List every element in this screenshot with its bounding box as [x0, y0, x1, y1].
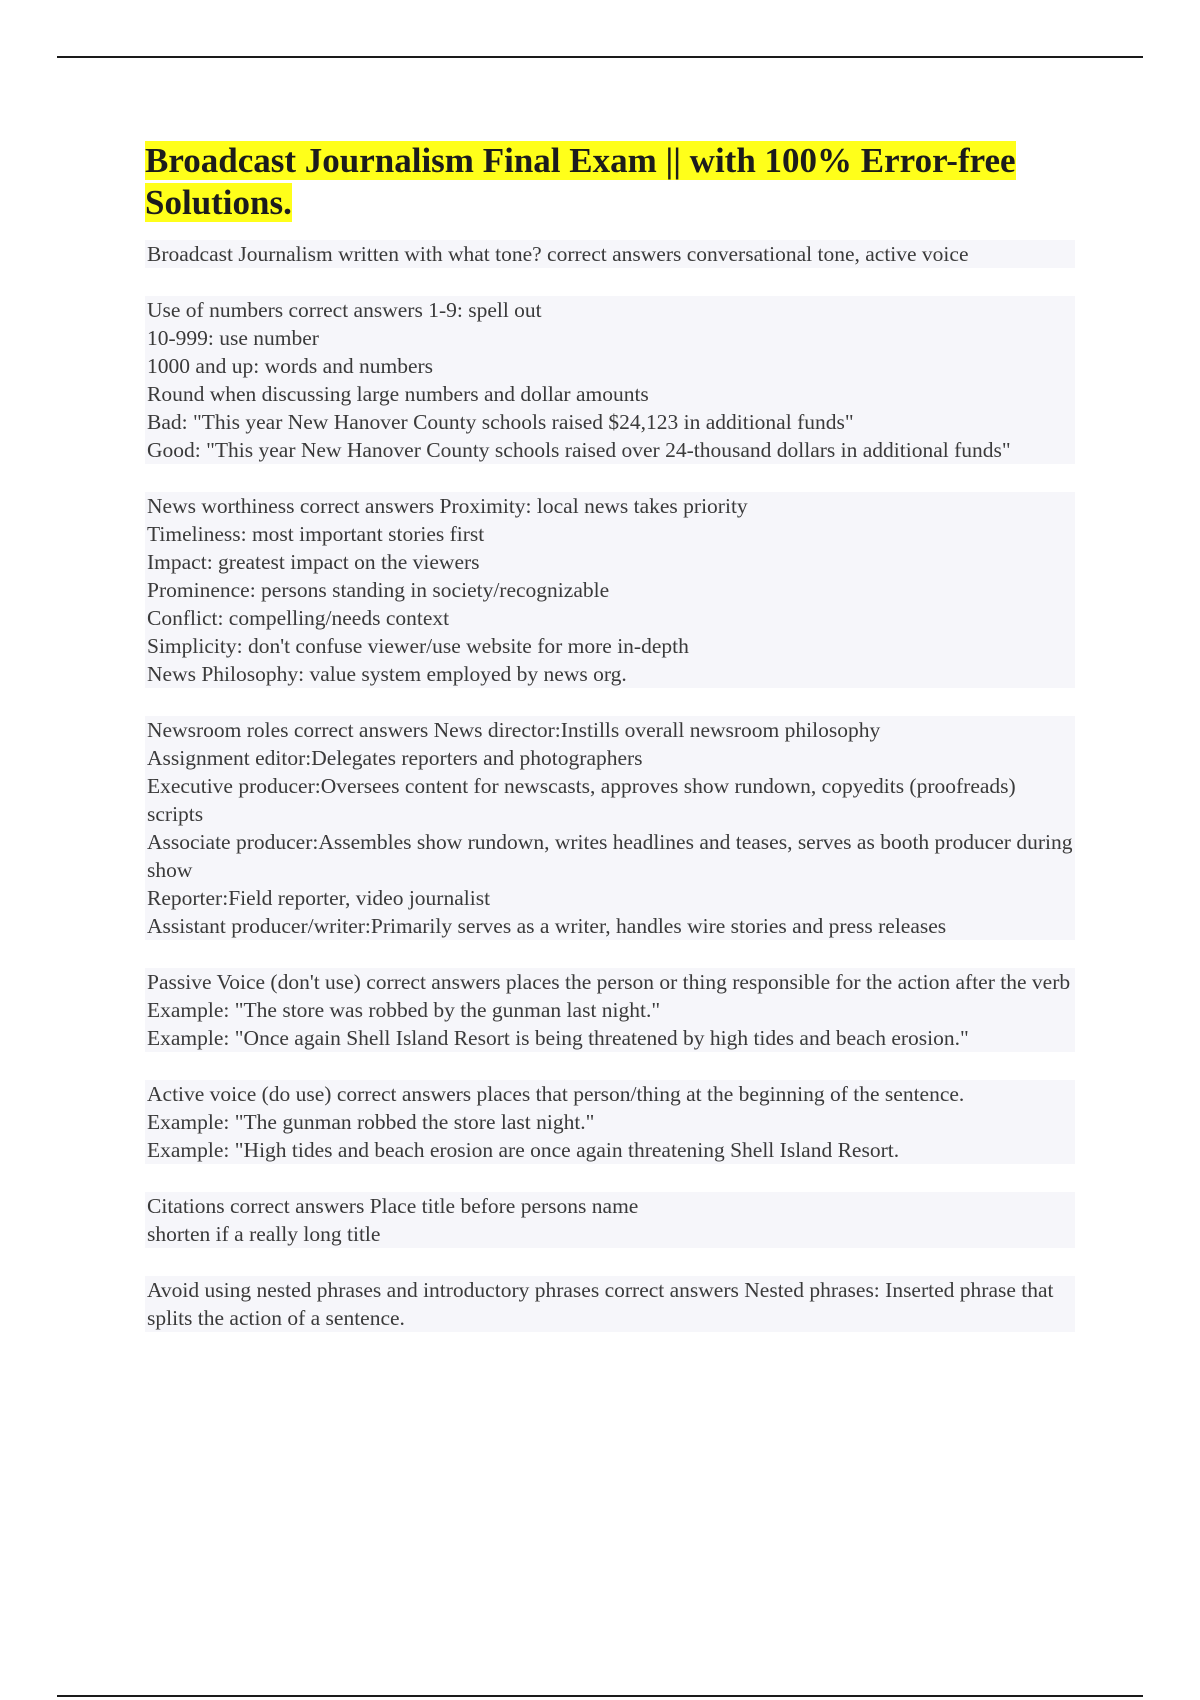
section-line: Example: "The store was robbed by the gunman last night." — [147, 998, 661, 1022]
top-rule — [57, 56, 1143, 58]
section-line: News worthiness correct answers Proximity: local news takes priority — [147, 494, 748, 518]
document-body — [145, 140, 1075, 1360]
section-line: Executive producer:Oversees content for newscasts, approves show rundown, copyedits (proofreads) scripts — [147, 774, 1016, 826]
section-line: Timeliness: most important stories first — [147, 522, 485, 546]
section-nested-phrases — [145, 1276, 1075, 1332]
section-line: Passive Voice (don't use) correct answers places the person or thing responsible for the action after the verb — [147, 970, 1071, 994]
section-line: Good: "This year New Hanover County schools raised over 24-thousand dollars in additional funds" — [147, 438, 1011, 462]
section-line: Bad: "This year New Hanover County schools raised $24,123 in additional funds" — [147, 410, 854, 434]
section-passive-voice — [145, 968, 1075, 1052]
section-numbers — [145, 296, 1075, 464]
section-line: Reporter:Field reporter, video journalist — [147, 886, 491, 910]
section-line: Example: "High tides and beach erosion are once again threatening Shell Island Resort. — [147, 1138, 900, 1162]
section-newsroom-roles — [145, 716, 1075, 940]
section-line: Active voice (do use) correct answers places that person/thing at the beginning of the sentence. — [147, 1082, 965, 1106]
section-line: Avoid using nested phrases and introductory phrases correct answers Nested phrases: Inserted phrase that splits the action of a sentence. — [147, 1278, 1054, 1330]
section-line: Assignment editor:Delegates reporters and photographers — [147, 746, 643, 770]
section-active-voice — [145, 1080, 1075, 1164]
section-line: Associate producer:Assembles show rundown, writes headlines and teases, serves as booth producer during show — [147, 830, 1073, 882]
title-highlight: Broadcast Journalism Final Exam || with 100% Error-free Solutions. — [145, 141, 1016, 222]
section-line: Newsroom roles correct answers News director:Instills overall newsroom philosophy — [147, 718, 881, 742]
section-line: Prominence: persons standing in society/recognizable — [147, 578, 610, 602]
section-line: Round when discussing large numbers and dollar amounts — [147, 382, 649, 406]
section-line: shorten if a really long title — [147, 1222, 381, 1246]
section-line: Conflict: compelling/needs context — [147, 606, 450, 630]
document-title — [145, 140, 1075, 224]
section-line: Simplicity: don't confuse viewer/use website for more in-depth — [147, 634, 689, 658]
section-line: Broadcast Journalism written with what tone? correct answers conversational tone, active voice — [147, 242, 969, 266]
section-line: Example: "Once again Shell Island Resort is being threatened by high tides and beach erosion." — [147, 1026, 969, 1050]
section-line: 10-999: use number — [147, 326, 319, 350]
section-citations — [145, 1192, 1075, 1248]
section-line: Use of numbers correct answers 1-9: spell out — [147, 298, 542, 322]
section-line: Citations correct answers Place title before persons name — [147, 1194, 639, 1218]
bottom-rule — [57, 1695, 1143, 1697]
section-line: Example: "The gunman robbed the store last night." — [147, 1110, 595, 1134]
section-line: Impact: greatest impact on the viewers — [147, 550, 480, 574]
section-line: 1000 and up: words and numbers — [147, 354, 434, 378]
section-news-worthiness — [145, 492, 1075, 688]
section-line: News Philosophy: value system employed by news org. — [147, 662, 627, 686]
section-line: Assistant producer/writer:Primarily serves as a writer, handles wire stories and press releases — [147, 914, 947, 938]
section-tone — [145, 240, 1075, 268]
